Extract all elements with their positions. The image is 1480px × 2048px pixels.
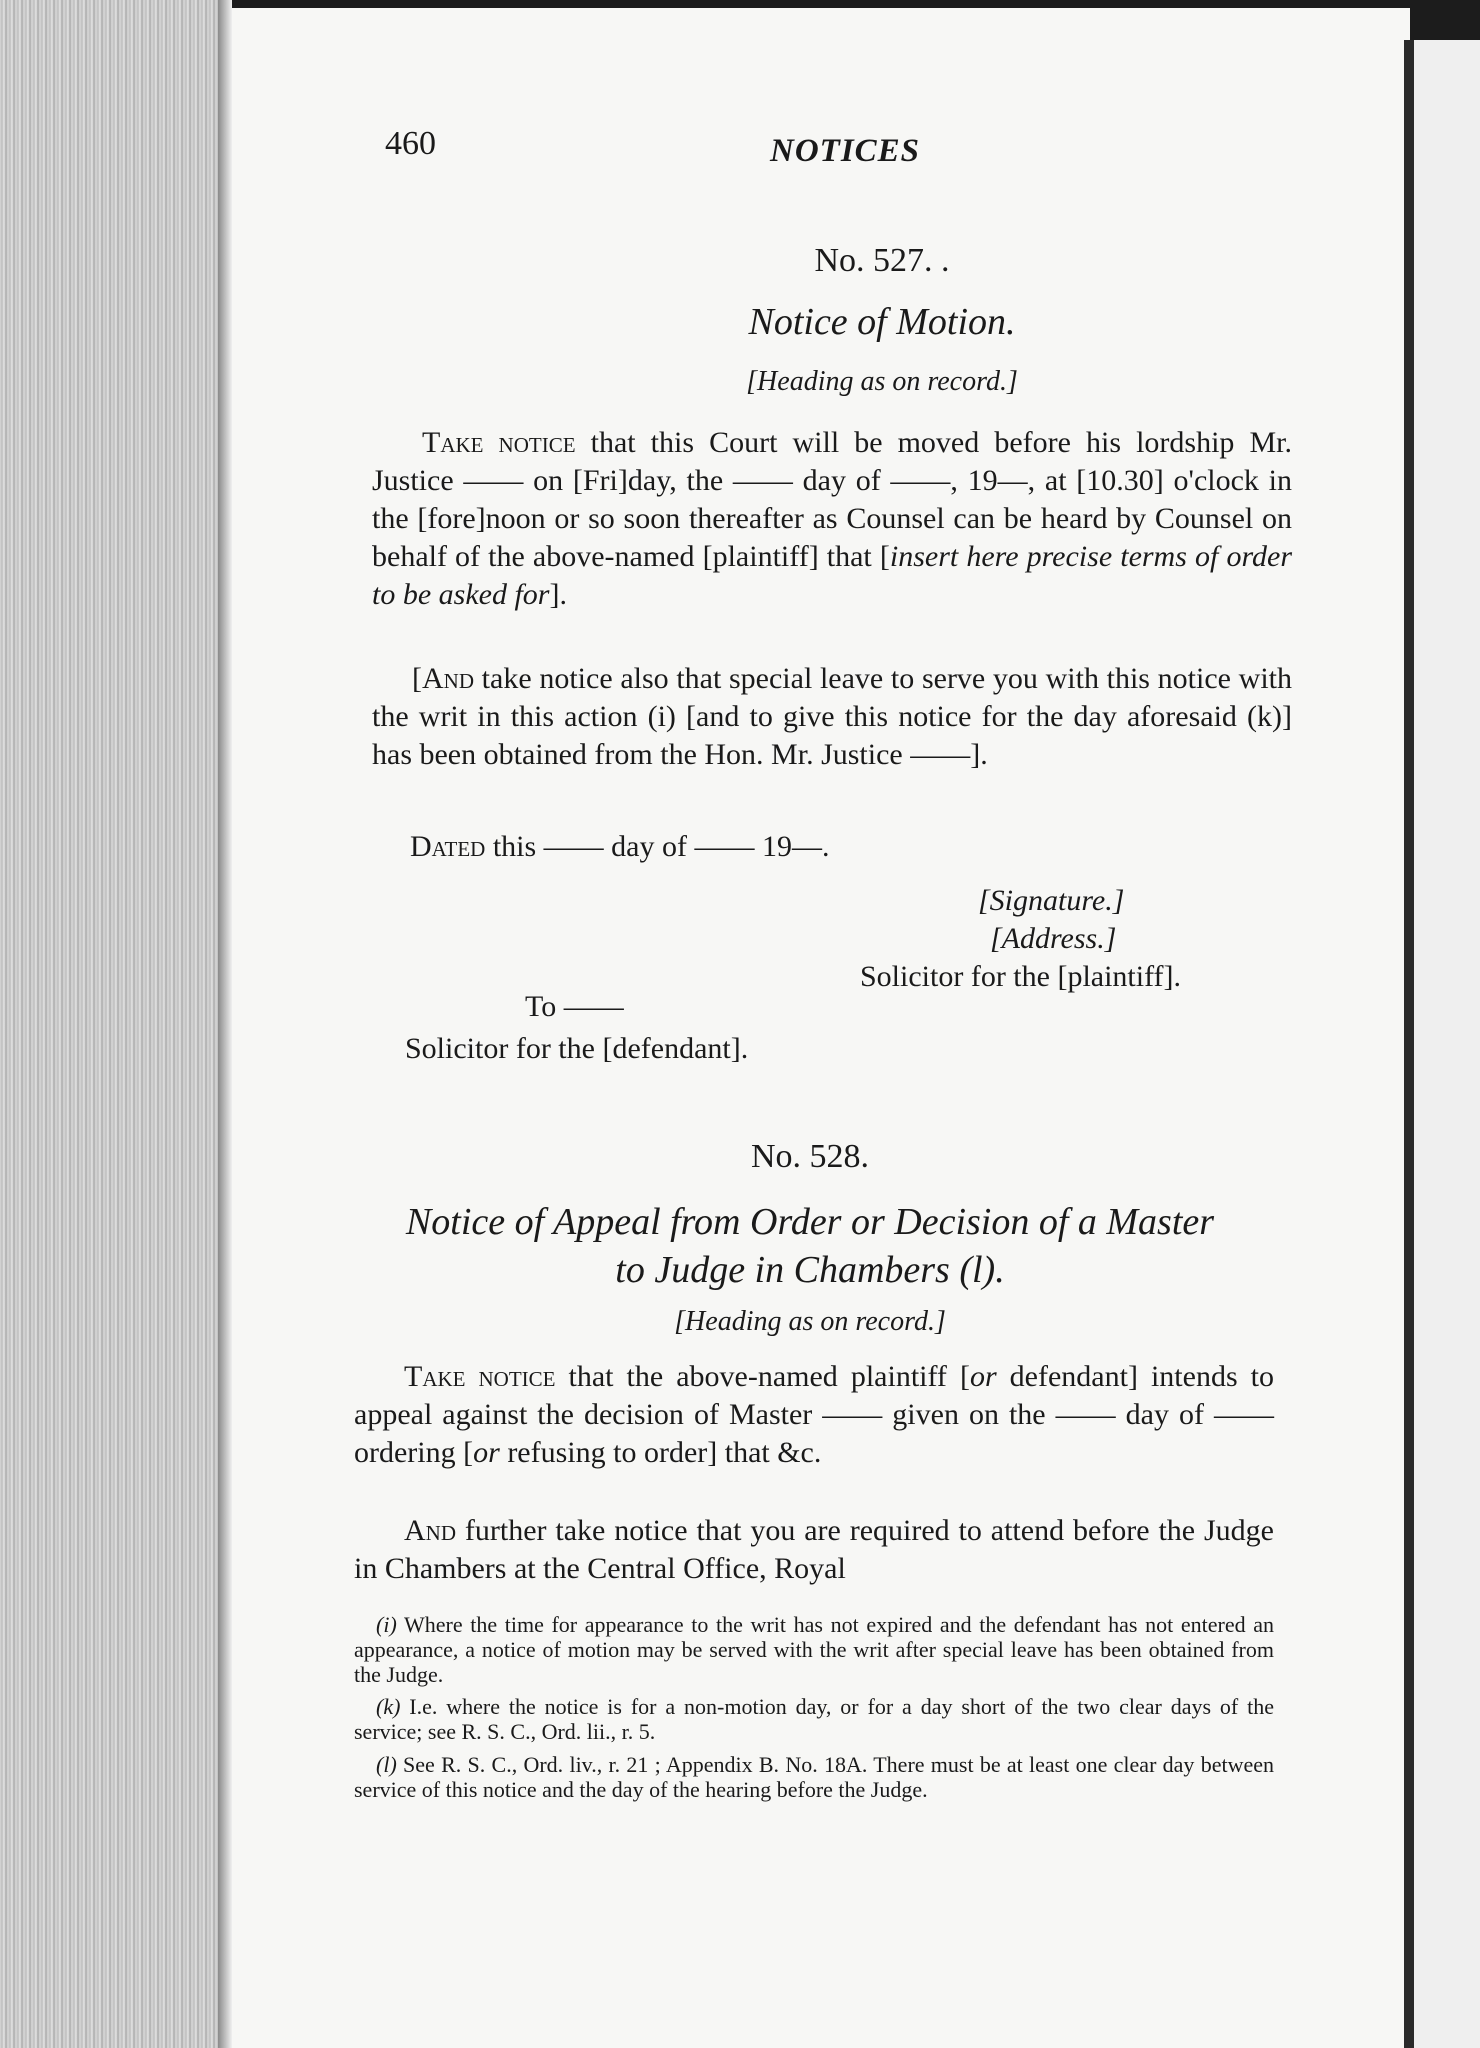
form-527-title: Notice of Motion. (748, 301, 1016, 343)
signature-placeholder: [Signature.] (978, 884, 1125, 917)
form-528-number: No. 528. (750, 1138, 870, 1175)
text: defendant] intends to appeal against the decision of Master —— given on the —— day of —— ordering [ (354, 1360, 1274, 1469)
solicitor-for-plaintiff: Solicitor for the [plaintiff]. (860, 960, 1182, 993)
solicitor-for-defendant: Solicitor for the [defendant]. (405, 1032, 749, 1065)
text: further take notice that you are required to attend before the Judge in Chambers at the Central Office, Royal (354, 1514, 1274, 1585)
form-528-title-line-1: Notice of Appeal from Order or Decision of a Master (405, 1201, 1215, 1243)
footnote-mark: (k) (376, 1694, 401, 1719)
page-gutter-shadow (1404, 40, 1414, 2048)
to-line: To —— (525, 990, 624, 1023)
text: take notice also that special leave to serve you with this notice with the writ in this action (i) [and to give this notice for the day aforesaid (k)] has been obtained from the Hon. Mr. Justice ——]. (372, 662, 1292, 771)
text: that the above-named plaintiff [ (555, 1360, 970, 1393)
lead-words: And (404, 1514, 456, 1547)
form-527-paragraph-2 (372, 660, 1292, 774)
form-528-paragraph-1 (354, 1358, 1274, 1472)
form-528-title-line-2: to Judge in Chambers (l). (615, 1249, 1005, 1291)
form-527-heading-note: [Heading as on record.] (746, 366, 1018, 397)
footnote-mark: (l) (376, 1752, 397, 1777)
italic-or: or (473, 1436, 500, 1469)
text: that this Court will be moved before his lordship Mr. Justice —— on [Fri]day, the —— day of ——, 19—, at [10.30] o'clock in the [fore]noon or so soon thereafter as Counsel can be heard by Counsel on behalf of the above-named [plaintiff] that [ (372, 426, 1292, 573)
footnote-text: I.e. where the notice is for a non-motion day, or for a day short of the two clear days of the service; see R. S. C., Ord. lii., r. 5. (354, 1694, 1274, 1744)
footnote-mark: (i) (376, 1612, 397, 1637)
italic-instruction: insert here precise terms of order to be asked for (372, 540, 1292, 611)
page-number: 460 (385, 125, 436, 162)
footnote-text: See R. S. C., Ord. liv., r. 21 ; Appendix B. No. 18A. There must be at least one clear day between service of this notice and the day of the hearing before the Judge. (354, 1752, 1274, 1802)
footnote-i (354, 1612, 1274, 1687)
lead-words: [And (412, 662, 474, 695)
form-527-paragraph-1 (372, 424, 1292, 614)
form-527-number: No. 527. . (814, 242, 950, 279)
footnote-k (354, 1694, 1274, 1744)
facing-page-edge (1414, 40, 1480, 2048)
form-528-paragraph-2 (354, 1512, 1274, 1588)
lead-words: Dated (410, 830, 486, 863)
footnote-text: Where the time for appearance to the writ has not expired and the defendant has not entered an appearance, a notice of motion may be served with the writ after special leave has been obtained from the Judge. (354, 1612, 1274, 1687)
book-page-edges (0, 0, 232, 2048)
lead-words: Take notice (404, 1360, 556, 1393)
lead-words: Take notice (422, 426, 576, 459)
footnote-l (354, 1752, 1274, 1802)
text: ]. (549, 578, 567, 611)
text: this —— day of —— 19—. (485, 830, 830, 863)
italic-or: or (969, 1360, 997, 1393)
text: refusing to order] that &c. (499, 1436, 822, 1469)
form-528-heading-note: [Heading as on record.] (674, 1306, 946, 1337)
running-head: NOTICES (770, 133, 921, 169)
form-527-dated-line (410, 828, 1110, 866)
address-placeholder: [Address.] (990, 922, 1117, 955)
